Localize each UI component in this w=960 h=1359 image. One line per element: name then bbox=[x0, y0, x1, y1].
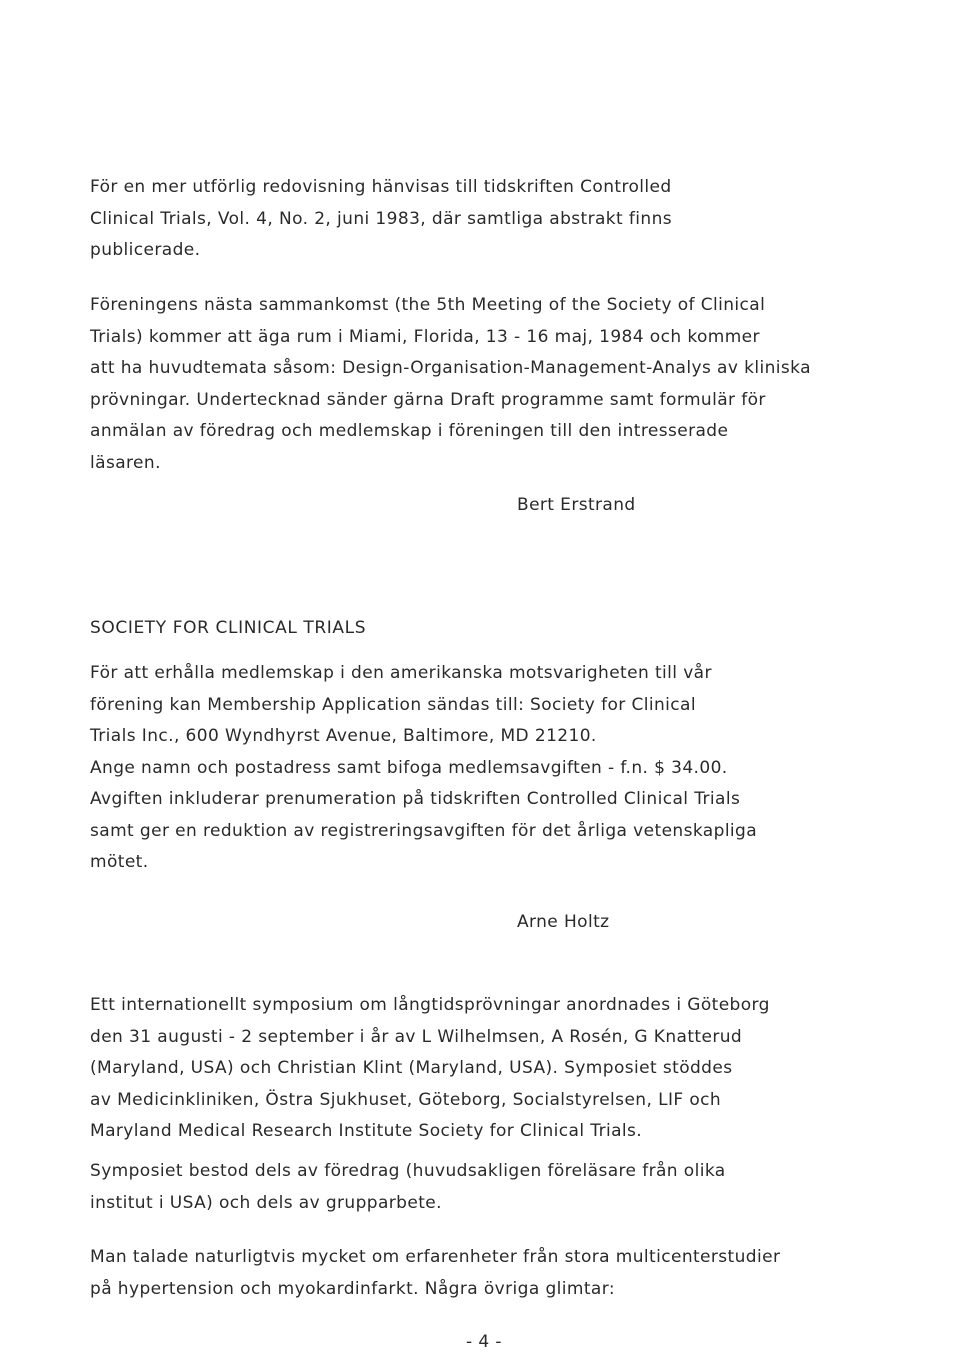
paragraph-journal-reference bbox=[90, 172, 672, 267]
page-number: - 4 - bbox=[466, 1332, 502, 1352]
text-line: För en mer utförlig redovisning hänvisas till tidskriften Controlled bbox=[90, 177, 672, 197]
paragraph-next-meeting bbox=[90, 290, 811, 479]
text-line: Maryland Medical Research Institute Society for Clinical Trials. bbox=[90, 1121, 643, 1141]
text-line: prövningar. Undertecknad sänder gärna Draft programme samt formulär för bbox=[90, 389, 766, 410]
text-line: Avgiften inkluderar prenumeration på tidskriften Controlled Clinical Trials bbox=[90, 789, 741, 809]
text-line: anmälan av föredrag och medlemskap i föreningen till den intresserade bbox=[90, 421, 729, 441]
text-line: den 31 augusti - 2 september i år av L Wilhelmsen, A Rosén, G Knatterud bbox=[90, 1026, 743, 1047]
text-line: Trials Inc., 600 Wyndhyrst Avenue, Baltimore, MD 21210. bbox=[90, 726, 597, 746]
signature-bert-erstrand: Bert Erstrand bbox=[517, 495, 636, 515]
text-line: Ange namn och postadress samt bifoga medlemsavgiften - f.n. $ 34.00. bbox=[90, 757, 728, 778]
signature-arne-holtz: Arne Holtz bbox=[517, 912, 610, 932]
text-line: att ha huvudtemata såsom: Design-Organisation-Management-Analys av kliniska bbox=[90, 358, 811, 378]
text-line: Föreningens nästa sammankomst (the 5th Meeting of the Society of Clinical bbox=[90, 295, 766, 315]
paragraph-symposium-format bbox=[90, 1156, 726, 1219]
text-line: Symposiet bestod dels av föredrag (huvudsakligen föreläsare från olika bbox=[90, 1161, 726, 1181]
text-line: För att erhålla medlemskap i den amerikanska motsvarigheten till vår bbox=[90, 663, 712, 683]
text-line: läsaren. bbox=[90, 452, 161, 473]
text-line: Clinical Trials, Vol. 4, No. 2, juni 1983, där samtliga abstrakt finns bbox=[90, 208, 673, 229]
text-line: (Maryland, USA) och Christian Klint (Maryland, USA). Symposiet stöddes bbox=[90, 1058, 733, 1078]
text-line: Man talade naturligtvis mycket om erfarenheter från stora multicenterstudier bbox=[90, 1247, 781, 1267]
text-line: publicerade. bbox=[90, 240, 201, 260]
paragraph-discussion bbox=[90, 1242, 780, 1305]
text-line: samt ger en reduktion av registreringsavgiften för det årliga vetenskapliga bbox=[90, 820, 758, 841]
text-line: förening kan Membership Application sändas till: Society for Clinical bbox=[90, 694, 696, 715]
paragraph-symposium bbox=[90, 990, 770, 1148]
text-line: institut i USA) och dels av grupparbete. bbox=[90, 1192, 442, 1213]
text-line: av Medicinkliniken, Östra Sjukhuset, Göteborg, Socialstyrelsen, LIF och bbox=[90, 1089, 722, 1110]
text-line: Ett internationellt symposium om långtidsprövningar anordnades i Göteborg bbox=[90, 995, 770, 1015]
text-line: mötet. bbox=[90, 852, 149, 872]
text-line: på hypertension och myokardinfarkt. Några övriga glimtar: bbox=[90, 1278, 615, 1299]
paragraph-membership bbox=[90, 658, 757, 879]
section-heading: SOCIETY FOR CLINICAL TRIALS bbox=[90, 618, 367, 638]
text-line: Trials) kommer att äga rum i Miami, Florida, 13 - 16 maj, 1984 och kommer bbox=[90, 326, 760, 347]
